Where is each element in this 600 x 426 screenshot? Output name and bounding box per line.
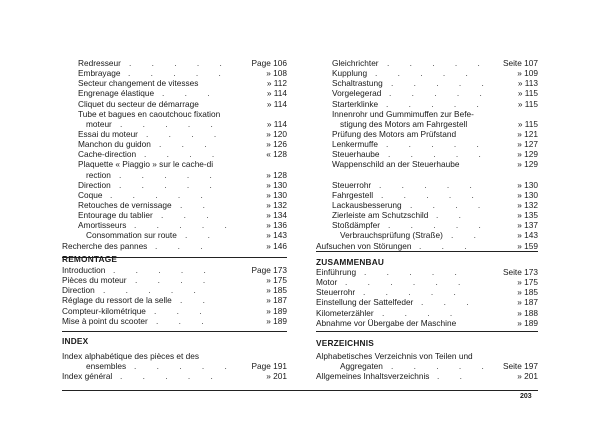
toc-entry-page: » 188 bbox=[514, 308, 538, 318]
page-number: 203 bbox=[520, 393, 532, 400]
toc-entry bbox=[316, 318, 538, 328]
toc-leader-dots: . . . . . . bbox=[345, 277, 470, 288]
toc-entry-page: » 114 bbox=[264, 99, 287, 109]
toc-zusammenbau bbox=[316, 267, 538, 328]
toc-entry-page: » 175 bbox=[263, 275, 287, 285]
toc-entry bbox=[316, 361, 538, 371]
toc-leader-dots: . . . . . bbox=[119, 179, 221, 190]
toc-entry-page: » 189 bbox=[263, 316, 287, 326]
toc-entry-label: stigung des Motors am Fahrgestell bbox=[340, 118, 468, 129]
toc-entry-label: Entourage du tablier bbox=[78, 210, 153, 221]
section-rule bbox=[316, 251, 538, 252]
toc-entry-label: Zierleiste am Schutzschild bbox=[332, 210, 429, 221]
toc-leader-dots: . . . . . bbox=[120, 118, 222, 129]
toc-entry-label: moteur bbox=[86, 118, 112, 129]
toc-entry bbox=[316, 58, 538, 68]
toc-entry-label: Coque bbox=[78, 189, 103, 200]
toc-leader-dots: . . . bbox=[161, 210, 218, 221]
toc-entry-label: Abnahme vor Übergabe der Maschine bbox=[316, 317, 457, 328]
toc-entry bbox=[316, 210, 538, 220]
toc-entry-label: Verbrauchsprüfung (Straße) bbox=[340, 230, 443, 241]
toc-entry-page: » 185 bbox=[263, 285, 287, 295]
toc-leader-dots: . . . . . bbox=[391, 78, 493, 89]
toc-entry-label: Secteur changement de vitesses bbox=[78, 78, 199, 89]
section-title-index: INDEX bbox=[62, 336, 89, 346]
toc-entry-label: Aufsuchen von Störungen bbox=[316, 240, 412, 251]
toc-entry-label: Index alphabétique des pièces et des bbox=[62, 351, 199, 361]
toc-entry-page: » 201 bbox=[263, 371, 287, 381]
toc-entry bbox=[62, 58, 287, 68]
toc-entry-page: Page 191 bbox=[248, 361, 287, 371]
toc-entry bbox=[62, 149, 287, 159]
toc-remontage bbox=[62, 265, 287, 326]
toc-entry bbox=[316, 308, 538, 318]
toc-entry bbox=[62, 220, 287, 230]
toc-entry-page: » 115 bbox=[515, 99, 538, 109]
toc-entry bbox=[62, 361, 287, 371]
toc-leader-dots: . . . . bbox=[135, 275, 215, 286]
toc-entry bbox=[62, 180, 287, 190]
toc-entry-page: » 121 bbox=[514, 129, 538, 139]
toc-entry-label: Manchon du guidon bbox=[78, 139, 151, 150]
toc-entry-page: » 112 bbox=[264, 78, 287, 88]
toc-entry-page: » 137 bbox=[514, 220, 538, 230]
toc-entry-label: Innenrohr und Gummimuffen zur Befe- bbox=[332, 108, 474, 119]
toc-leader-dots: . . . . bbox=[410, 199, 490, 210]
toc-entry-label: Mise à point du scooter bbox=[62, 315, 148, 326]
toc-entry bbox=[316, 129, 538, 139]
toc-entry-label: Wappenschild an der Steuerhaube bbox=[332, 159, 460, 170]
toc-entry-page: » 114 bbox=[264, 119, 287, 129]
toc-entry-label: Index général bbox=[62, 371, 113, 382]
toc-entry-label: Aggregaten bbox=[340, 361, 383, 372]
toc-entry-label: Recherche des pannes bbox=[62, 240, 148, 251]
toc-entry-page: » 120 bbox=[263, 129, 287, 139]
toc-entry-page: » 135 bbox=[514, 210, 538, 220]
toc-leader-dots: . . . . . bbox=[386, 98, 488, 109]
toc-entry-page: » 201 bbox=[514, 371, 538, 381]
toc-entry-page: » 132 bbox=[514, 200, 538, 210]
toc-leader-dots: . . bbox=[437, 371, 471, 382]
toc-leader-dots: . . . bbox=[156, 315, 213, 326]
toc-entry-page: » 159 bbox=[514, 241, 538, 251]
toc-entry bbox=[62, 119, 287, 129]
toc-entry bbox=[316, 297, 538, 307]
toc-entry-page: Seite 197 bbox=[500, 361, 538, 371]
toc-entry-label: Cache-direction bbox=[78, 149, 137, 160]
toc-entry bbox=[62, 99, 287, 109]
toc-entry-label: ensembles bbox=[86, 361, 127, 372]
toc-entry-label: Steuerrohr bbox=[332, 179, 372, 190]
toc-leader-dots: . . . . . bbox=[129, 58, 231, 68]
toc-entry bbox=[62, 371, 287, 381]
toc-leader-dots: . . . . . bbox=[134, 361, 236, 372]
toc-entry-page: » 128 bbox=[263, 170, 287, 180]
toc-entry-page: » 185 bbox=[514, 287, 538, 297]
toc-entry-page: » 115 bbox=[515, 119, 538, 129]
toc-entry bbox=[316, 267, 538, 277]
toc-leader-dots: . . . . . bbox=[386, 139, 488, 150]
toc-entry-label: Motor bbox=[316, 277, 338, 288]
toc-entry-page: Page 106 bbox=[248, 58, 287, 68]
toc-leader-dots: . . . . . bbox=[119, 169, 221, 180]
toc-entry-label: Stoßdämpfer bbox=[332, 220, 380, 231]
toc-entry bbox=[62, 129, 287, 139]
toc-entry-label: Allgemeines Inhaltsverzeichnis bbox=[316, 371, 430, 382]
toc-leader-dots: . . . . . bbox=[134, 220, 236, 231]
toc-entry bbox=[62, 109, 287, 119]
toc-entry bbox=[62, 170, 287, 180]
toc-entry bbox=[62, 295, 287, 305]
toc-leader-dots: . . . . . bbox=[103, 285, 205, 296]
toc-entry-page: » 109 bbox=[514, 68, 538, 78]
toc-entry-page: » 187 bbox=[514, 297, 538, 307]
toc-entry bbox=[62, 159, 287, 169]
toc-leader-dots: . . . . . bbox=[389, 88, 491, 99]
toc-leader-dots: . . bbox=[436, 210, 470, 221]
toc-entry bbox=[316, 180, 538, 190]
toc-entry-label: Steuerhaube bbox=[332, 149, 380, 160]
toc-entry-label: Amortisseurs bbox=[78, 220, 127, 231]
toc-leader-dots: . . . . bbox=[144, 149, 224, 160]
section-rule bbox=[316, 331, 538, 332]
toc-entry-label: Plaquette « Piaggio » sur le cache-di bbox=[78, 159, 214, 170]
toc-entry bbox=[316, 109, 538, 119]
toc-entry-page: » 143 bbox=[263, 230, 287, 240]
toc-entry-label: Schaltrastung bbox=[332, 78, 383, 89]
toc-entry-label: Compteur-kilométrique bbox=[62, 305, 146, 316]
toc-entry bbox=[316, 287, 538, 297]
toc-entry-label: Pièces du moteur bbox=[62, 275, 127, 286]
toc-leader-dots: . . . . . bbox=[387, 58, 489, 68]
toc-entry-page: » 114 bbox=[264, 88, 287, 98]
toc-entry-label: Introduction bbox=[62, 265, 106, 275]
toc-entry bbox=[316, 200, 538, 210]
section-rule bbox=[62, 331, 287, 332]
toc-entry-page: Seite 107 bbox=[500, 58, 538, 68]
toc-entry bbox=[316, 88, 538, 98]
toc-leader-dots: . . . bbox=[159, 139, 216, 150]
toc-entry-label: rection bbox=[86, 169, 111, 180]
toc-leader-dots: . . bbox=[180, 199, 214, 210]
toc-entry bbox=[316, 190, 538, 200]
toc-leader-dots: . . . . . bbox=[128, 68, 230, 79]
toc-entry-label: Steuerrohr bbox=[316, 287, 356, 298]
toc-entry bbox=[316, 68, 538, 78]
toc-leader-dots: . . . bbox=[162, 88, 219, 99]
section-title-remontage: REMONTAGE bbox=[62, 254, 118, 264]
toc-leader-dots: . . . . . bbox=[379, 179, 481, 190]
toc-entry bbox=[62, 306, 287, 316]
toc-top-right bbox=[316, 58, 538, 251]
toc-entry bbox=[316, 78, 538, 88]
toc-leader-dots: . . . bbox=[419, 240, 476, 251]
toc-entry-label: Einführung bbox=[316, 267, 357, 277]
toc-entry bbox=[316, 159, 538, 169]
toc-leader-dots: . . . . . bbox=[363, 287, 465, 298]
toc-entry bbox=[316, 139, 538, 149]
toc-entry-page: » 187 bbox=[263, 295, 287, 305]
toc-entry-page: » 130 bbox=[514, 190, 538, 200]
toc-entry bbox=[62, 285, 287, 295]
toc-entry bbox=[62, 351, 287, 361]
toc-entry bbox=[62, 241, 287, 251]
section-title-zusammenbau: ZUSAMMENBAU bbox=[316, 257, 385, 267]
toc-leader-dots: . . . bbox=[154, 305, 211, 316]
toc-entry-label: Kilometerzähler bbox=[316, 307, 374, 318]
toc-entry-page: » 127 bbox=[514, 139, 538, 149]
toc-entry-label: Retouches de vernissage bbox=[78, 199, 172, 210]
toc-leader-dots: . . . . . bbox=[375, 68, 477, 79]
toc-leader-dots: . . . . bbox=[146, 128, 226, 139]
footer-rule bbox=[62, 390, 538, 391]
toc-entry bbox=[62, 200, 287, 210]
toc-entry bbox=[316, 230, 538, 240]
toc-entry-page: » 129 bbox=[514, 149, 538, 159]
toc-entry-page: » 108 bbox=[263, 68, 287, 78]
toc-verzeichnis bbox=[316, 351, 538, 381]
toc-entry-page: » 130 bbox=[514, 180, 538, 190]
toc-leader-dots: . . bbox=[451, 230, 485, 241]
toc-leader-dots: . . . . . bbox=[364, 267, 466, 277]
toc-entry-label: Réglage du ressort de la selle bbox=[62, 295, 172, 306]
toc-entry-page: » 113 bbox=[515, 78, 538, 88]
toc-top-left bbox=[62, 58, 287, 251]
toc-entry bbox=[316, 99, 538, 109]
toc-entry-page: » 136 bbox=[263, 220, 287, 230]
toc-entry bbox=[62, 88, 287, 98]
toc-leader-dots: . . . . . bbox=[113, 265, 215, 275]
toc-entry-page: » 130 bbox=[263, 190, 287, 200]
toc-leader-dots: . . . bbox=[421, 297, 478, 308]
toc-entry-label: Tube et bagues en caoutchouc fixation bbox=[78, 108, 221, 119]
toc-entry bbox=[62, 275, 287, 285]
toc-leader-dots: . . . . . bbox=[381, 189, 483, 200]
toc-leader-dots: . . . . . bbox=[388, 149, 490, 160]
toc-entry-page: » 134 bbox=[263, 210, 287, 220]
toc-entry bbox=[316, 351, 538, 361]
toc-entry-page: Page 173 bbox=[248, 265, 287, 275]
toc-entry-label: Starterklinke bbox=[332, 98, 379, 109]
toc-entry-label: Embrayage bbox=[78, 68, 121, 79]
toc-entry bbox=[62, 68, 287, 78]
toc-leader-dots: . . . . . bbox=[110, 189, 212, 200]
toc-leader-dots: . . . . . bbox=[120, 371, 222, 382]
toc-entry bbox=[316, 371, 538, 381]
toc-entry bbox=[316, 149, 538, 159]
toc-entry-page: » 129 bbox=[514, 159, 538, 169]
toc-entry-label: Lackausbesserung bbox=[332, 199, 402, 210]
toc-entry-label: Vorgelegerad bbox=[332, 88, 382, 99]
toc-entry-label: Lenkermuffe bbox=[332, 139, 378, 150]
toc-leader-dots: . . . . . bbox=[391, 361, 493, 372]
toc-entry-label: Consommation sur route bbox=[86, 230, 177, 241]
toc-leader-dots: . . bbox=[180, 295, 214, 306]
toc-entry-page: » 143 bbox=[514, 230, 538, 240]
toc-entry-label: Engrenage élastique bbox=[78, 88, 155, 99]
toc-entry-label: Gleichrichter bbox=[332, 58, 379, 68]
toc-entry-label: Cliquet du secteur de démarrage bbox=[78, 98, 199, 109]
toc-entry bbox=[62, 139, 287, 149]
toc-entry-label: Kupplung bbox=[332, 68, 368, 79]
toc-entry bbox=[62, 230, 287, 240]
toc-entry-label: Redresseur bbox=[78, 58, 121, 68]
toc-entry-label: Alphabetisches Verzeichnis von Teilen und bbox=[316, 351, 473, 361]
toc-entry-page: » 130 bbox=[263, 180, 287, 190]
toc-entry bbox=[316, 220, 538, 230]
toc-leader-dots: . . . bbox=[155, 240, 212, 251]
toc-entry-page: » 115 bbox=[515, 88, 538, 98]
toc-entry-page: » 146 bbox=[263, 241, 287, 251]
toc-entry bbox=[62, 316, 287, 326]
toc-entry bbox=[316, 277, 538, 287]
toc-entry-label: Direction bbox=[78, 179, 111, 190]
toc-leader-dots: . . bbox=[185, 230, 219, 241]
toc-entry-page: » 132 bbox=[263, 200, 287, 210]
toc-entry-page: » 189 bbox=[514, 318, 538, 328]
toc-entry bbox=[62, 190, 287, 200]
toc-leader-dots: . . . . . bbox=[388, 220, 490, 231]
toc-leader-dots: . . . . bbox=[382, 307, 462, 318]
toc-entry bbox=[62, 265, 287, 275]
toc-entry bbox=[316, 119, 538, 129]
toc-entry-label: Essai du moteur bbox=[78, 128, 138, 139]
toc-entry bbox=[62, 78, 287, 88]
toc-entry-label: Prüfung des Motors am Prüfstand bbox=[332, 128, 457, 139]
toc-entry-page: « 128 bbox=[263, 149, 287, 159]
toc-entry bbox=[62, 210, 287, 220]
toc-entry-page: » 126 bbox=[263, 139, 287, 149]
toc-entry-page: Seite 173 bbox=[500, 267, 538, 277]
toc-entry-label: Einstellung der Sattelfeder bbox=[316, 297, 414, 308]
toc-entry-page: » 175 bbox=[514, 277, 538, 287]
toc-entry bbox=[316, 241, 538, 251]
toc-entry-label: Fahrgestell bbox=[332, 189, 374, 200]
section-title-verzeichnis: VERZEICHNIS bbox=[316, 338, 374, 348]
toc-index bbox=[62, 351, 287, 381]
toc-entry bbox=[316, 170, 538, 180]
toc-entry-label: Direction bbox=[62, 285, 95, 296]
toc-entry-page: » 189 bbox=[263, 306, 287, 316]
